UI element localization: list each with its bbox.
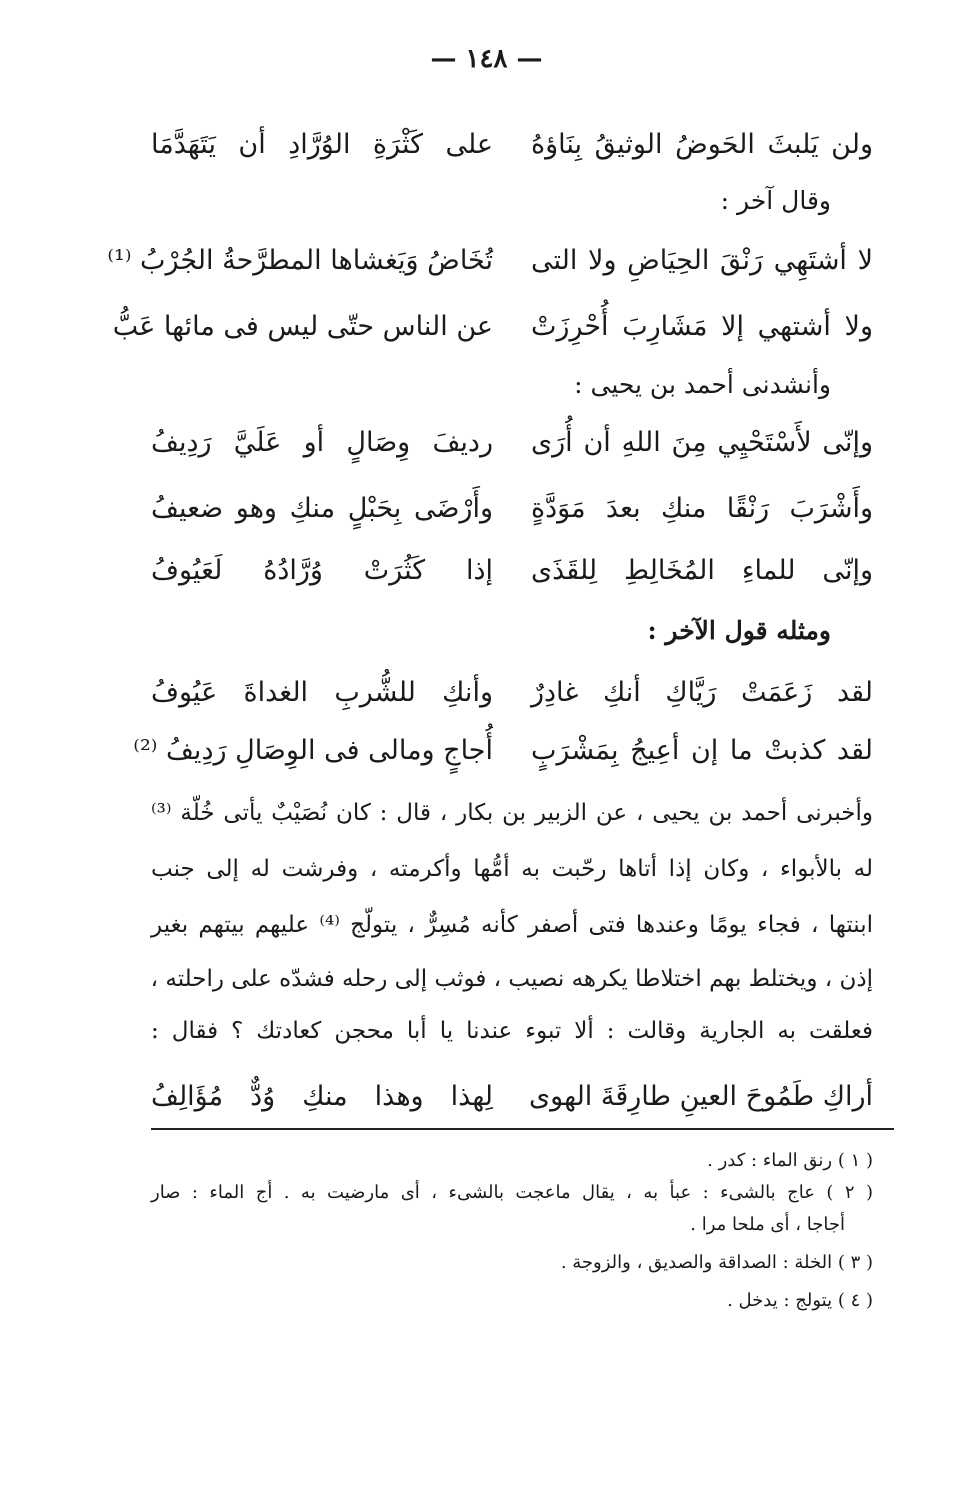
footnote-divider [151,1128,894,1130]
verse-line [151,1066,873,1126]
verse-second-hemistich: على كَثْرَةِ الوُرَّادِ أن يَتَهَدَّمَا [151,128,493,160]
verse-line [112,296,873,356]
verse-second-hemistich: وأَرْضَى بِحَبْلٍ منكِ وهو ضعيفُ [151,492,493,524]
verse-intro: وقال آخر : [720,186,831,215]
verse-line [151,412,873,472]
verse-first-hemistich: لا أشتَهِي رَنْقَ الحِيَاضِ ولا التى [531,244,873,276]
verse-second-hemistich: رديفَ وِصَالٍ أو عَلَيَّ رَدِيفُ [151,426,493,458]
verse-intro: ومثله قول الآخر : [647,616,831,645]
verse-first-hemistich: ولا أشتهي إلا مَشَارِبَ أُحْرِزَتْ [531,310,873,342]
verse-intro: وأنشدنى أحمد بن يحيى : [574,370,831,399]
footnote-4: ( ٤ ) يتولج : يدخل . [727,1290,873,1311]
verse-first-hemistich: وإنّى لأَسْتَحْيِي مِنَ اللهِ أن أُرَى [531,426,873,458]
verse-line [151,478,873,538]
prose-line: له بالأبواء ، وكان إذا أتاها رحّبت به أمُّها وأكرمته ، وفرشت له إلى جنب [151,856,873,882]
verse-second-hemistich: وأنكِ للشُّربِ الغداةَ عَيُوفُ [151,676,493,708]
footnote-2-continued: أجاجا ، أى ملحا مرا . [690,1214,845,1235]
verse-second-hemistich: إذا كَثُرَتْ وُرَّادُهُ لَعَيُوفُ [151,554,493,586]
footnote-2: ( ٢ ) عاج بالشىء : عبأ به ، يقال ماعجت بالشىء ، أى مارضيت به . أج الماء : صار [151,1182,873,1203]
prose-line: وأخبرنى أحمد بن يحيى ، عن الزبير بن بكار ، قال : كان نُصَيْبٌ يأتى خُلّة ⁽³⁾ [151,800,873,826]
verse-first-hemistich: أراكِ طَمُوحَ العينِ طارِقَةَ الهوى [529,1080,873,1112]
verse-line [151,662,873,722]
verse-line [107,230,873,290]
verse-first-hemistich: ولن يَلبثَ الحَوضُ الوثيقُ بِنَاؤهُ [531,128,873,160]
verse-line [151,114,873,174]
verse-second-hemistich: لِهذا وهذا منكِ وُدٌّ مُؤَالِفُ [151,1080,493,1112]
prose-line: فعلقت به الجارية وقالت : ألا تبوء عندنا يا أبا محجن كعادتك ؟ فقال : [151,1018,873,1044]
verse-second-hemistich: عن الناس حتّى ليس فى مائها عَبُّ [112,310,493,342]
verse-line [151,540,873,600]
verse-first-hemistich: لقد زَعَمَتْ رَيَّاكِ أنكِ غادِرٌ [531,676,873,708]
footnote-3: ( ٣ ) الخلة : الصداقة والصديق ، والزوجة . [560,1252,873,1273]
prose-line: ابنتها ، فجاء يومًا وعندها فتى أصفر كأنه مُسِرٌّ ، يتولّج ⁽⁴⁾ عليهم بيتهم بغير [151,912,873,938]
prose-line: إذن ، ويختلط بهم اختلاطا يكرهه نصيب ، فوثب إلى رحله فشدّه على راحلته ، [150,966,873,992]
verse-line [133,720,873,780]
verse-first-hemistich: وإنّى للماءِ المُخَالِطِ لِلقَذَى [531,554,873,586]
verse-second-hemistich: أُجاجٍ ومالى فى الوِصَالِ رَدِيفُ ⁽²⁾ [133,734,493,766]
footnote-1: ( ١ ) رنق الماء : كدر . [707,1150,873,1171]
verse-second-hemistich: تُخَاضُ وَيَغشاها المطرَّحةُ الجُرْبُ ⁽¹⁾ [107,244,493,276]
verse-first-hemistich: لقد كذبتْ ما إن أعِيجُ بِمَشْرَبٍ [531,734,873,766]
verse-first-hemistich: وأَشْرَبَ رَنْقًا منكِ بعدَ مَوَدَّةٍ [531,492,873,524]
page-number: — ١٤٨ — [430,44,543,74]
